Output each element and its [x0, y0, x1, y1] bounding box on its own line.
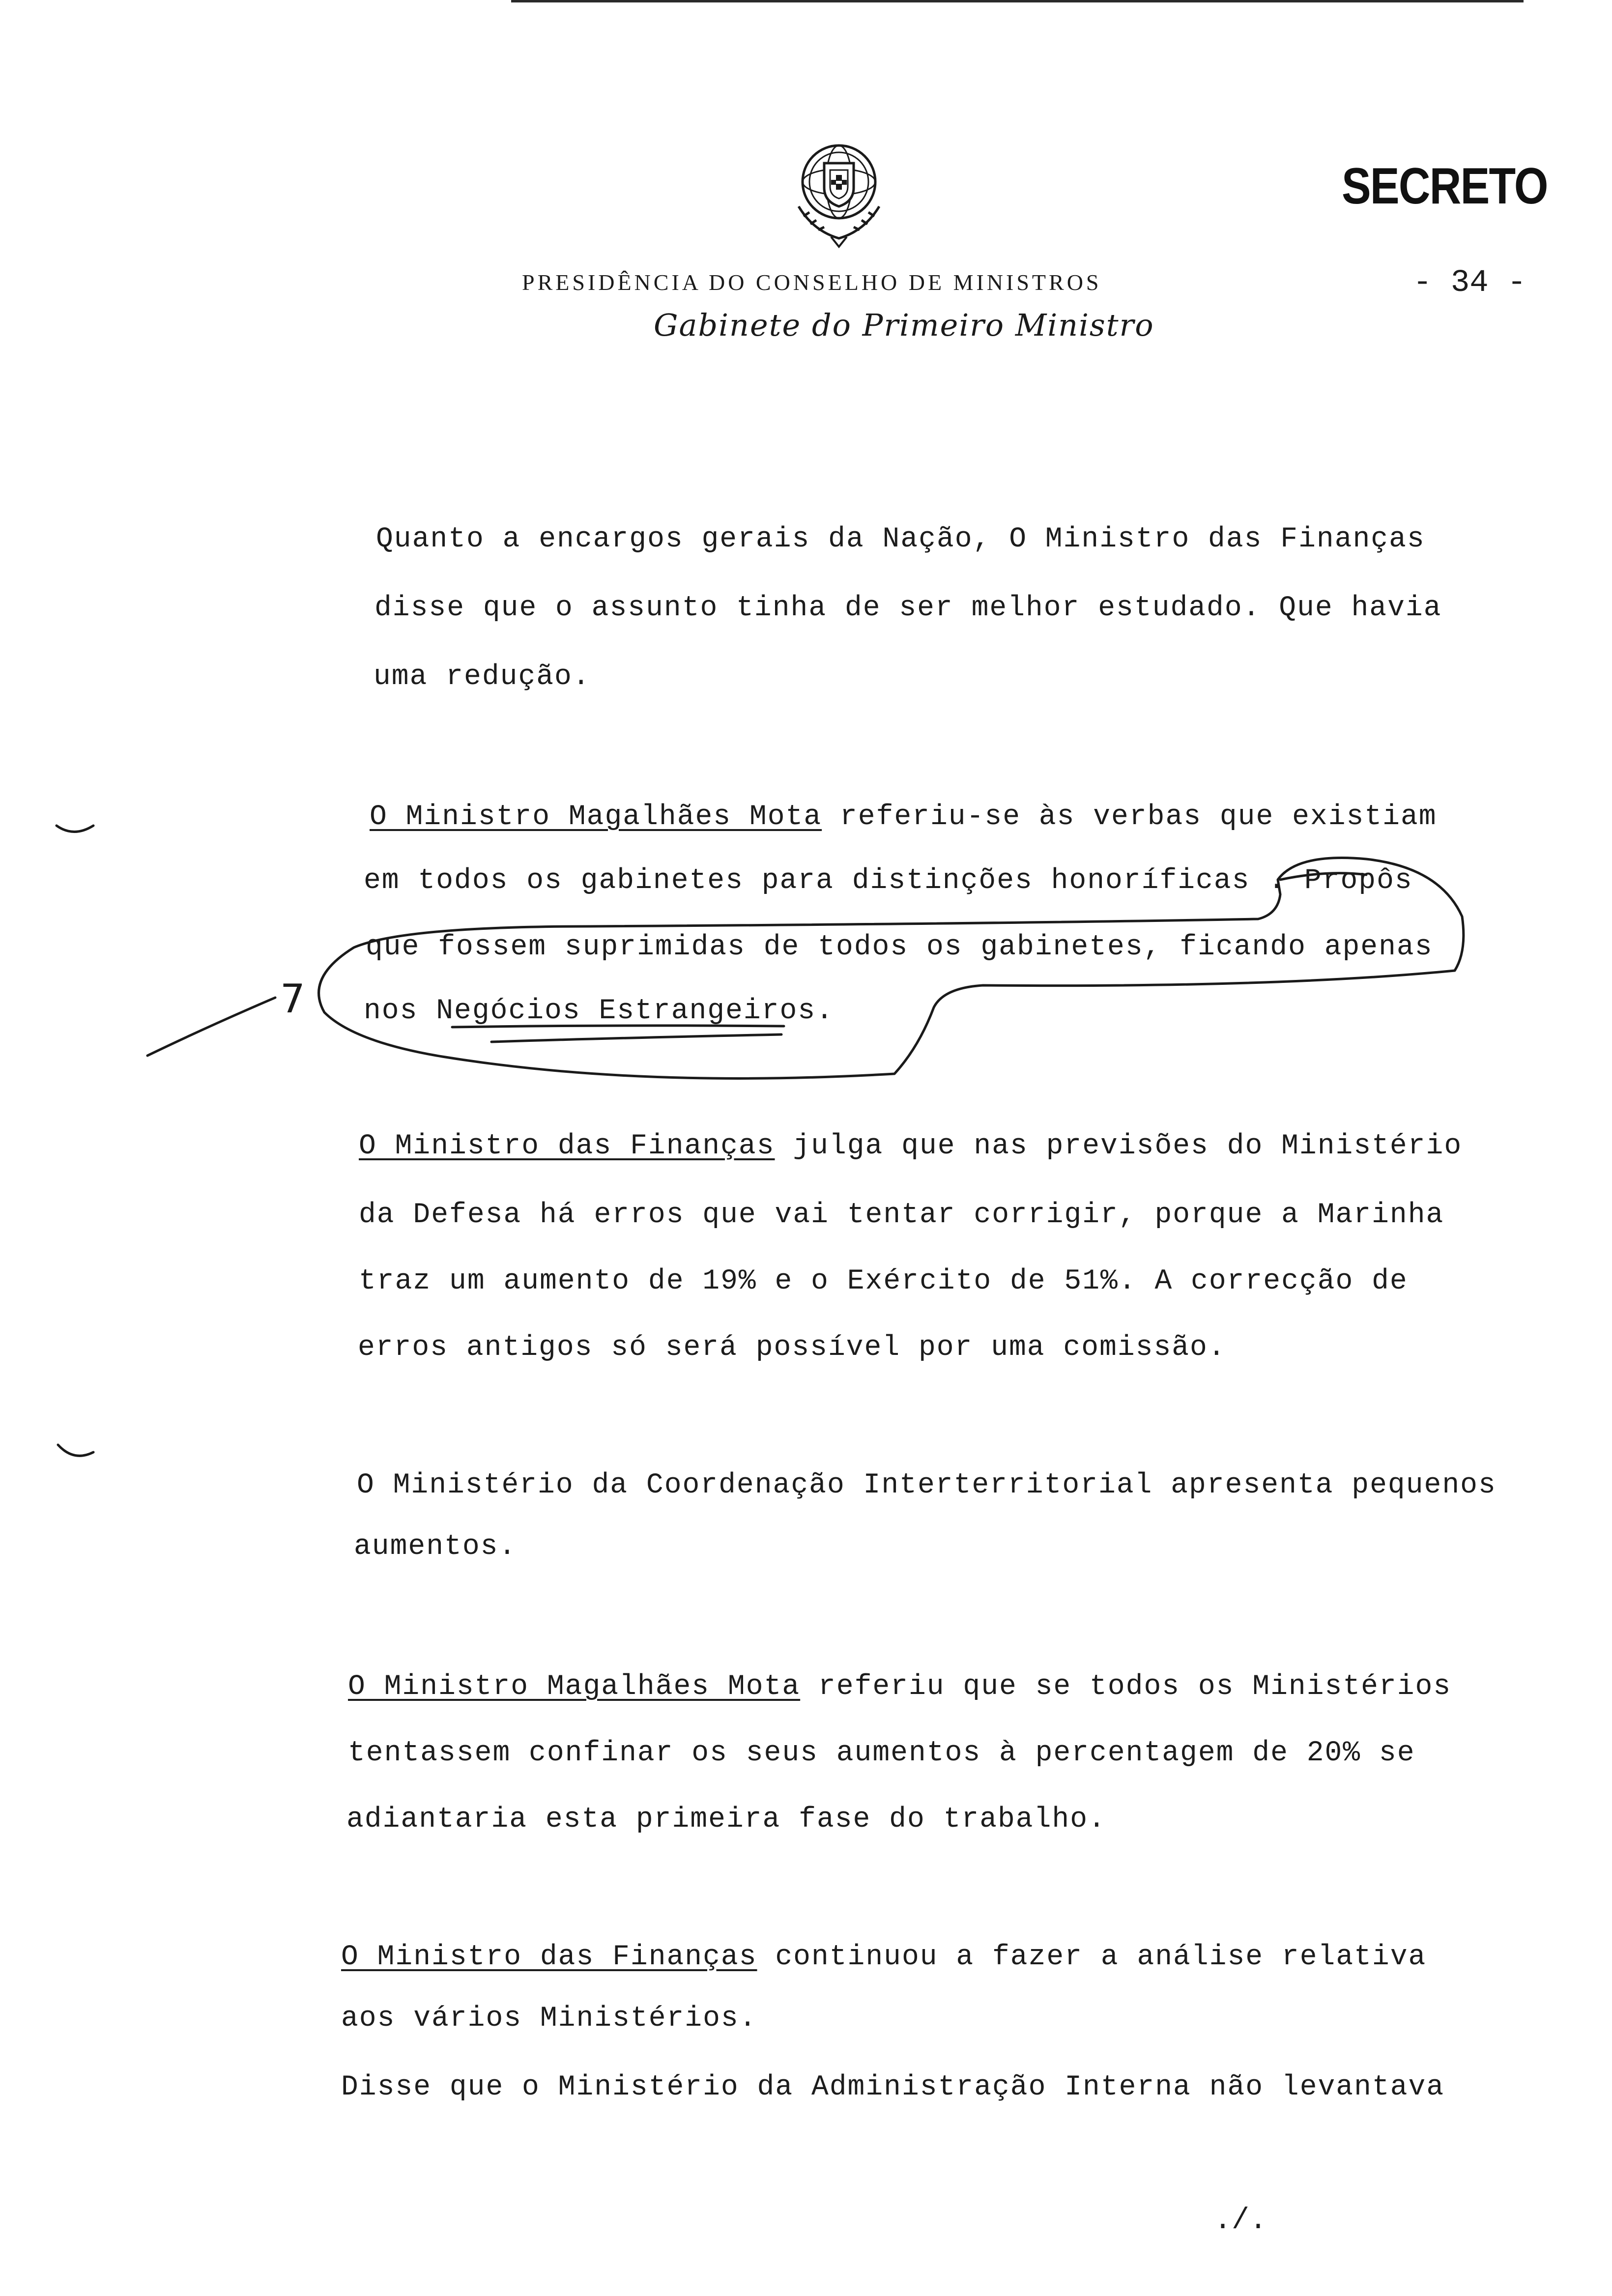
body-line: em todos os gabinetes para distinções honoríficas . Propôs — [364, 865, 1413, 897]
body-line — [359, 1130, 1462, 1162]
coat-of-arms-seal — [784, 133, 897, 251]
classification-stamp: SECRETO — [1342, 158, 1548, 215]
body-line: nos Negócios Estrangeiros. — [364, 995, 834, 1027]
body-line: traz um aumento de 19% e o Exército de 51%. A correcção de — [359, 1265, 1408, 1297]
body-line: uma redução. — [374, 661, 591, 693]
body-line: adiantaria esta primeira fase do trabalho. — [346, 1804, 1106, 1836]
scan-edge-rule — [511, 0, 1524, 2]
body-line: Disse que o Ministério da Administração Interna não levantava — [341, 2071, 1445, 2103]
margin-bracket-lower — [58, 1445, 93, 1456]
speaker-name: O Ministro das Finanças — [359, 1130, 775, 1162]
speaker-name: O Ministro das Finanças — [341, 1941, 757, 1973]
body-line: aos vários Ministérios. — [341, 2003, 757, 2035]
margin-bracket-upper — [57, 826, 93, 832]
margin-mark-numeral: 7 — [280, 976, 305, 1022]
underline-negocios-estrangeiros-double — [491, 1034, 781, 1042]
margin-arrow-stroke — [147, 998, 275, 1056]
speaker-name: O Ministro Magalhães Mota — [370, 801, 822, 833]
body-line: erros antigos só será possível por uma comissão. — [358, 1332, 1226, 1364]
body-line: disse que o assunto tinha de ser melhor estudado. Que havia — [374, 592, 1442, 624]
line-text: referiu-se às verbas que existiam — [822, 801, 1437, 833]
body-line — [348, 1671, 1451, 1703]
body-line: aumentos. — [354, 1531, 517, 1563]
line-text: referiu que se todos os Ministérios — [800, 1671, 1452, 1703]
continuation-mark: ./. — [1214, 2204, 1267, 2238]
page-number: - 34 - — [1413, 265, 1526, 301]
body-line: Quanto a encargos gerais da Nação, O Ministro das Finanças — [376, 523, 1425, 555]
body-line — [341, 1941, 1426, 1973]
speaker-name: O Ministro Magalhães Mota — [348, 1671, 801, 1703]
body-line: O Ministério da Coordenação Interterritorial apresenta pequenos — [357, 1469, 1497, 1501]
body-line: que fossem suprimidas de todos os gabinetes, ficando apenas — [366, 931, 1433, 963]
body-line: tentassem confinar os seus aumentos à percentagem de 20% se — [348, 1737, 1415, 1769]
line-text: julga que nas previsões do Ministério — [775, 1130, 1463, 1162]
line-text: continuou a fazer a análise relativa — [757, 1941, 1427, 1973]
cabinet-subheading: Gabinete do Primeiro Ministro — [654, 307, 1154, 343]
body-line — [370, 801, 1437, 833]
body-line: da Defesa há erros que vai tentar corrigir, porque a Marinha — [359, 1199, 1444, 1231]
office-heading: PRESIDÊNCIA DO CONSELHO DE MINISTROS — [522, 270, 1102, 295]
